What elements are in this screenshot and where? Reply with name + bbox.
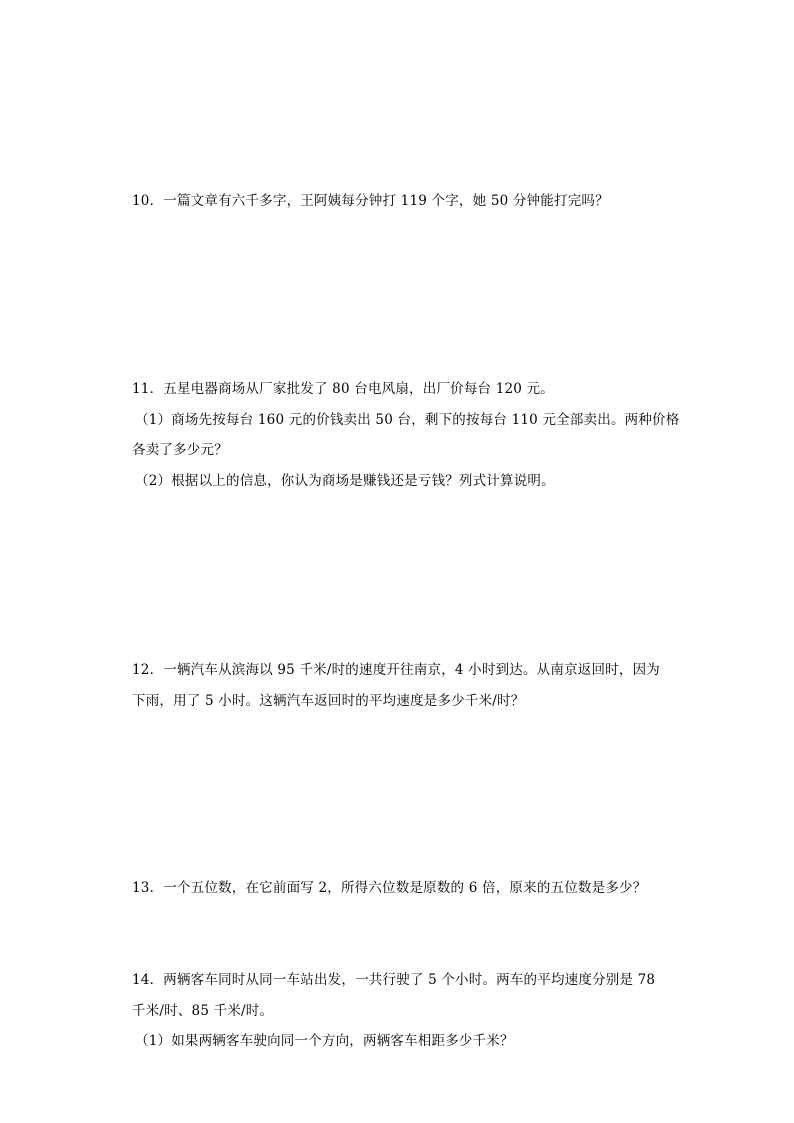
question-13 (132, 878, 672, 898)
question-11-part-2: （2）根据以上的信息，你认为商场是赚钱还是亏钱？列式计算说明。 (135, 473, 555, 489)
question-14 (132, 970, 672, 990)
question-14-part-1: （1）如果两辆客车驶向同一个方向，两辆客车相距多少千米？ (135, 1033, 514, 1049)
question-12 (132, 660, 672, 680)
question-14-continued: 千米/时、85 千米/时。 (132, 1003, 274, 1019)
question-text: 一篇文章有六千多字，王阿姨每分钟打 119 个字，她 50 分钟能打完吗？ (163, 193, 609, 209)
question-12-continued: 下雨，用了 5 小时。这辆汽车返回时的平均速度是多少千米/时？ (132, 693, 525, 709)
question-11-part-1-continued: 各卖了多少元？ (132, 442, 228, 458)
question-text: 一辆汽车从滨海以 95 千米/时的速度开往南京，4 小时到达。从南京返回时，因为 (163, 662, 660, 678)
question-11-part-1: （1）商场先按每台 160 元的价钱卖出 50 台，剩下的按每台 110 元全部卖出。两种价格 (135, 412, 680, 428)
question-number: 13． (132, 880, 164, 896)
question-number: 14． (132, 972, 164, 988)
question-text: 五星电器商场从厂家批发了 80 台电风扇，出厂价每台 120 元。 (163, 381, 554, 397)
question-text: 一个五位数，在它前面写 2，所得六位数是原数的 6 倍，原来的五位数是多少？ (163, 880, 647, 896)
question-10 (132, 191, 672, 211)
question-number: 10． (132, 193, 164, 209)
question-text: 两辆客车同时从同一车站出发，一共行驶了 5 个小时。两车的平均速度分别是 78 (163, 972, 656, 988)
question-11 (132, 379, 672, 399)
question-number: 11． (132, 381, 164, 397)
question-number: 12． (132, 662, 164, 678)
